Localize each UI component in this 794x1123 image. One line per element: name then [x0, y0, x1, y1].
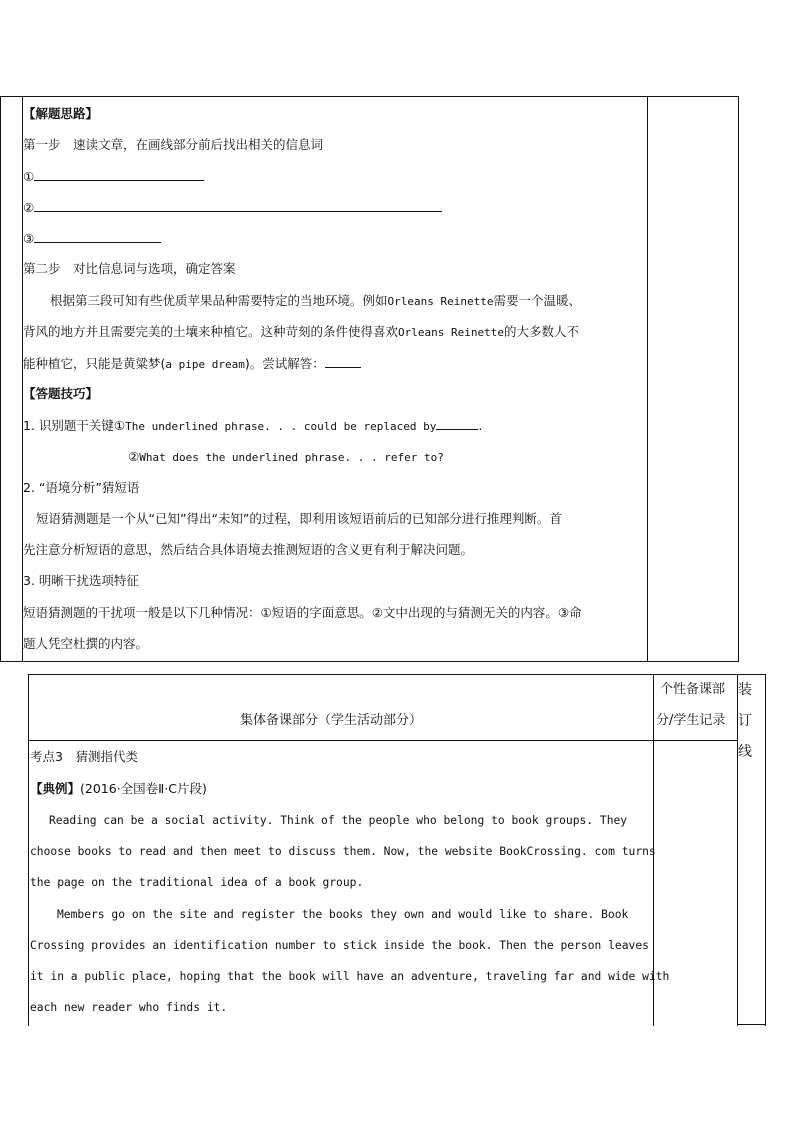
- analysis-text: )。尝试解答：: [244, 356, 325, 371]
- tip3-para-2: 题人凭空杜撰的内容。: [23, 636, 149, 651]
- example-line: [30, 781, 207, 797]
- tip2-para-1: 短语猜测题是一个从“已知”得出“未知”的过程，即利用该短语前后的已知部分进行推理判断。首: [36, 511, 562, 526]
- tips-heading: 【答题技巧】: [23, 386, 99, 401]
- question-stem-1: The underlined phrase. . . could be replaced by: [125, 420, 437, 433]
- binding-char-2: 订: [738, 713, 752, 729]
- tip2-para-2: 先注意分析短语的意思，然后结合具体语境去推测短语的含义更有利于解决问题。: [23, 542, 474, 557]
- analysis-line-3: [23, 355, 361, 373]
- solution-heading: 【解题思路】: [23, 106, 99, 121]
- bottom-table-header-divider: [28, 740, 738, 741]
- blank-line-3: [23, 230, 161, 247]
- analysis-text: 背风的地方并且需要完美的土壤来种植它。这种苛刻的条件使得喜欢: [23, 324, 399, 339]
- binding-char-3: 线: [738, 744, 752, 760]
- example-label: 【典例】: [30, 781, 81, 796]
- example-source: (2016·全国卷Ⅱ·C片段): [80, 781, 207, 796]
- circle-number-1: ①: [23, 169, 35, 184]
- analysis-text: 需要一个温暖、: [493, 293, 581, 308]
- binding-column-bottom: [737, 1024, 766, 1025]
- answer-blank-2[interactable]: [34, 199, 442, 212]
- tip1b-line: [128, 449, 444, 466]
- passage-line-2: choose books to read and then meet to discuss them. Now, the website BookCrossing. com turns: [30, 845, 656, 858]
- apple-name: Orleans Reinette: [387, 295, 494, 308]
- tip1-line: [23, 417, 482, 435]
- analysis-text: 能种植它，只能是黄粱梦(: [23, 356, 166, 371]
- analysis-text: 根据第三段可知有些优质苹果品种需要特定的当地环境。例如: [50, 293, 388, 308]
- passage-line-6: it in a public place, hoping that the book will have an adventure, traveling far and wide with: [30, 970, 670, 983]
- step2-text: 第二步 对比信息词与选项，确定答案: [23, 261, 236, 276]
- bottom-table-left-border: [28, 674, 29, 1026]
- bottom-table-top-border: [28, 674, 766, 675]
- try-answer-blank[interactable]: [325, 355, 361, 368]
- circle-number-2: ②: [23, 200, 35, 215]
- bottom-table-right-border: [765, 674, 766, 1026]
- answer-blank-3[interactable]: [34, 230, 161, 243]
- tip1-label: 1. 识别题干关键①: [23, 418, 126, 433]
- tip3-para-1: 短语猜测题的干扰项一般是以下几种情况：①短语的字面意思。②文中出现的与猜测无关的内容。③命: [23, 605, 582, 620]
- passage-line-5: Crossing provides an identification number to stick inside the book. Then the person leaves: [30, 939, 649, 952]
- analysis-line-1: [50, 293, 581, 310]
- personal-notes-header-line2: 分/学生记录: [656, 713, 726, 728]
- circle-number-3: ③: [23, 231, 35, 246]
- apple-name: Orleans Reinette: [398, 326, 504, 339]
- answer-blank-1[interactable]: [34, 168, 204, 181]
- blank-line-1: [23, 168, 204, 185]
- step1-text: 第一步 速读文章，在画线部分前后找出相关的信息词: [23, 137, 324, 152]
- stem-blank: [436, 417, 478, 430]
- top-table-right-divider: [647, 96, 648, 662]
- english-phrase: a pipe dream: [165, 358, 245, 371]
- passage-line-3: the page on the traditional idea of a book group.: [30, 876, 364, 889]
- passage-line-4: Members go on the site and register the books they own and would like to share. Book: [57, 908, 629, 921]
- binding-char-1: 装: [738, 682, 752, 698]
- passage-line-7: each new reader who finds it.: [30, 1001, 228, 1014]
- kaodian-title: 考点3 猜测指代类: [30, 749, 138, 764]
- period: .: [478, 418, 483, 433]
- analysis-text: 的大多数人不: [503, 324, 579, 339]
- tip3-heading: 3. 明晰干扰选项特征: [23, 573, 139, 588]
- tip2-heading: 2. “语境分析”猜短语: [23, 480, 140, 495]
- collective-lesson-header: 集体备课部分（学生活动部分）: [240, 713, 423, 728]
- passage-line-1: Reading can be a social activity. Think of the people who belong to book groups. They: [49, 814, 628, 827]
- circle-number-2b: ②: [128, 449, 140, 464]
- analysis-line-2: [23, 324, 579, 341]
- blank-line-2: [23, 199, 442, 216]
- question-stem-2: What does the underlined phrase. . . refer to?: [139, 451, 444, 464]
- personal-notes-header-line1: 个性备课部: [660, 682, 726, 697]
